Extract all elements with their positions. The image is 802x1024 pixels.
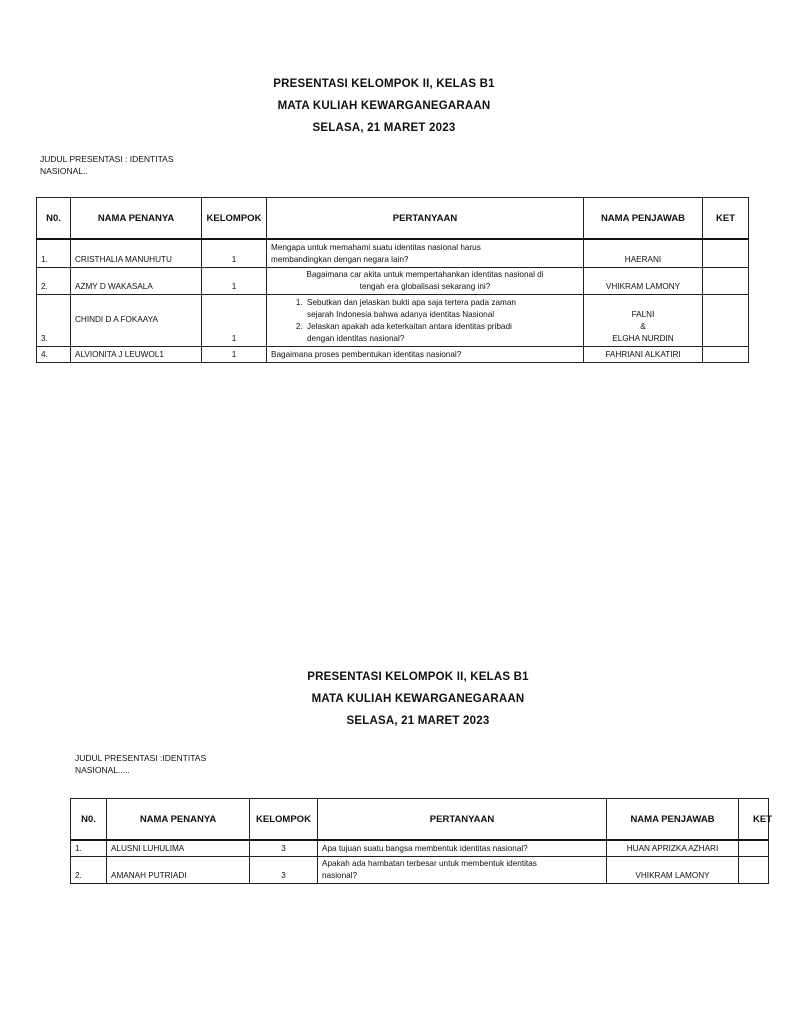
cell-no: 2. — [71, 856, 107, 883]
cell-kelompok: 1 — [202, 346, 267, 362]
cell-no: 1. — [37, 239, 71, 267]
section1-judul — [40, 153, 210, 177]
pertanyaan-line: 2. Jelaskan apakah ada keterkaitan antara identitas pribadi — [307, 321, 512, 331]
nama-penanya-text: CHINDI D A FOKAAYA — [75, 315, 158, 324]
section1-date: SELASA, 21 MARET 2023 — [312, 122, 456, 134]
col-header-ket-text: KET — [753, 813, 772, 825]
section1-table — [36, 197, 749, 363]
col-header-pertanyaan: PERTANYAAN — [267, 198, 584, 240]
cell-kelompok: 1 — [202, 294, 267, 346]
section2-judul-line2: NASIONAL..... — [75, 765, 130, 775]
pertanyaan-line: membandingkan dengan negara lain? — [271, 254, 409, 264]
section2-judul — [75, 752, 245, 776]
pertanyaan-line: sejarah Indonesia bahwa adanya identitas Nasional — [307, 309, 495, 319]
cell-nama-penanya: CRISTHALIA MANUHUTU — [71, 239, 202, 267]
table-row — [71, 840, 769, 856]
cell-ket — [703, 267, 749, 294]
table-row — [37, 346, 749, 362]
col-header-kelompok: KELOMPOK — [202, 198, 267, 240]
cell-nama-penjawab: FAHRIANI ALKATIRI — [584, 346, 703, 362]
section1-subtitle: MATA KULIAH KEWARGANEGARAAN — [277, 100, 491, 112]
cell-nama-penjawab: HAERANI — [584, 239, 703, 267]
cell-pertanyaan — [267, 294, 584, 346]
pertanyaan-line: Mengapa untuk memahami suatu identitas nasional harus — [271, 242, 481, 252]
section2-titles — [34, 666, 802, 732]
cell-nama-penanya: ALVIONITA J LEUWOL1 — [71, 346, 202, 362]
col-header-nama-penjawab: NAMA PENJAWAB — [607, 799, 739, 841]
cell-pertanyaan: Apa tujuan suatu bangsa membentuk identitas nasional? — [318, 840, 607, 856]
pertanyaan-line: Bagaimana car akita untuk mempertahankan identitas nasional di — [306, 269, 544, 279]
pertanyaan-line: tengah era globalisasi sekarang ini? — [359, 281, 491, 291]
cell-nama-penanya: AMANAH PUTRIADI — [107, 856, 250, 883]
table-row — [37, 267, 749, 294]
section1-title: PRESENTASI KELOMPOK II, KELAS B1 — [273, 78, 495, 90]
col-header-pertanyaan: PERTANYAAN — [318, 799, 607, 841]
cell-kelompok: 1 — [202, 267, 267, 294]
table-row — [37, 294, 749, 346]
section2-judul-line1: JUDUL PRESENTASI :IDENTITAS — [75, 753, 207, 763]
col-header-no: N0. — [37, 198, 71, 240]
list-item — [305, 297, 579, 321]
cell-ket — [739, 840, 769, 856]
col-header-ket — [739, 799, 772, 841]
section2-date: SELASA, 21 MARET 2023 — [346, 715, 490, 727]
section2-title: PRESENTASI KELOMPOK II, KELAS B1 — [307, 671, 529, 683]
pertanyaan-list — [271, 297, 579, 345]
pertanyaan-line: Apakah ada hambatan terbesar untuk membentuk identitas — [322, 858, 537, 868]
cell-ket — [703, 239, 749, 267]
cell-kelompok: 1 — [202, 239, 267, 267]
cell-pertanyaan — [267, 239, 584, 267]
col-header-nama-penanya: NAMA PENANYA — [71, 198, 202, 240]
cell-pertanyaan: Bagaimana proses pembentukan identitas nasional? — [267, 346, 584, 362]
section2-subtitle: MATA KULIAH KEWARGANEGARAAN — [311, 693, 525, 705]
section1-titles — [0, 73, 768, 139]
section1-judul-line2: NASIONAL.. — [40, 166, 88, 176]
cell-no: 2. — [37, 267, 71, 294]
penjawab-line: & — [640, 321, 646, 331]
pertanyaan-line: 1. Sebutkan dan jelaskan bukti apa saja tertera pada zaman — [307, 297, 516, 307]
col-header-nama-penjawab: NAMA PENJAWAB — [584, 198, 703, 240]
cell-no: 3. — [37, 294, 71, 346]
table-row — [37, 239, 749, 267]
cell-pertanyaan — [318, 856, 607, 883]
col-header-no: N0. — [71, 799, 107, 841]
cell-ket — [739, 856, 769, 883]
cell-nama-penjawab: VHIKRAM LAMONY — [584, 267, 703, 294]
penjawab-line: ELGHA NURDIN — [612, 333, 674, 343]
cell-ket — [703, 294, 749, 346]
cell-nama-penanya: ALUSNI LUHULIMA — [107, 840, 250, 856]
cell-nama-penanya — [71, 294, 202, 346]
section2-header-row — [71, 799, 769, 841]
section2-table — [70, 798, 772, 884]
col-header-ket: KET — [703, 198, 749, 240]
col-header-kelompok: KELOMPOK — [250, 799, 318, 841]
table-row — [71, 856, 769, 883]
cell-nama-penjawab: HUAN APRIZKA AZHARI — [607, 840, 739, 856]
col-header-nama-penanya: NAMA PENANYA — [107, 799, 250, 841]
section1-header-row — [37, 198, 749, 240]
pertanyaan-line: nasional? — [322, 870, 358, 880]
penjawab-line: FALNI — [631, 309, 655, 319]
pertanyaan-line: dengan identitas nasional? — [307, 333, 405, 343]
cell-nama-penanya: AZMY D WAKASALA — [71, 267, 202, 294]
cell-pertanyaan — [267, 267, 584, 294]
cell-nama-penjawab: VHIKRAM LAMONY — [607, 856, 739, 883]
cell-no: 4. — [37, 346, 71, 362]
cell-ket — [703, 346, 749, 362]
cell-no: 1. — [71, 840, 107, 856]
cell-nama-penjawab — [584, 294, 703, 346]
cell-kelompok: 3 — [250, 840, 318, 856]
list-item — [305, 321, 579, 345]
cell-kelompok: 3 — [250, 856, 318, 883]
section1-judul-line1: JUDUL PRESENTASI : IDENTITAS — [40, 154, 174, 164]
